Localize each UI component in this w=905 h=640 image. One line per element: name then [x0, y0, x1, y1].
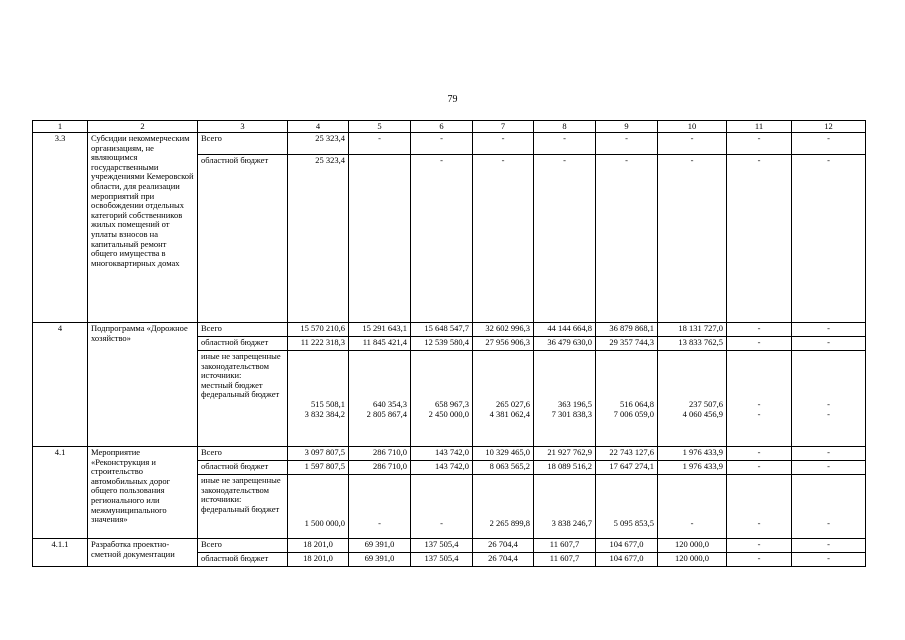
column-header: 7 — [473, 121, 534, 133]
row-name: Разработка проектно-сметной документации — [88, 539, 198, 567]
local-value: 640 354,3 — [373, 399, 407, 409]
table-row — [33, 133, 866, 155]
value-cell: 120 000,0 — [658, 553, 727, 567]
value-cell: - — [792, 323, 866, 337]
value-cell: - — [792, 447, 866, 461]
federal-value: 2 450 000,0 — [428, 408, 469, 419]
value-cell — [349, 475, 411, 539]
value-cell: 8 063 565,2 — [473, 461, 534, 475]
budget-table — [32, 120, 866, 567]
federal-value: - — [827, 408, 830, 419]
local-value: 658 967,3 — [435, 399, 469, 409]
federal-value: 1 500 000,0 — [304, 518, 345, 528]
value-cell: - — [411, 133, 473, 155]
value-cell — [473, 351, 534, 447]
value-cell — [596, 351, 658, 447]
column-header: 2 — [88, 121, 198, 133]
table-row — [33, 323, 866, 337]
federal-value: - — [757, 518, 761, 528]
row-code: 4.1 — [33, 447, 88, 539]
value-cell: 32 602 996,3 — [473, 323, 534, 337]
value-cell — [473, 475, 534, 539]
value-cell: 286 710,0 — [349, 447, 411, 461]
value-cell: 137 505,4 — [411, 553, 473, 567]
value-cell: 21 927 762,9 — [534, 447, 596, 461]
column-header: 4 — [288, 121, 349, 133]
source-cell: областной бюджет — [198, 461, 288, 475]
value-cell — [288, 475, 349, 539]
column-header: 9 — [596, 121, 658, 133]
row-name: Подпрограмма «Дорожное хозяйство» — [88, 323, 198, 447]
value-cell: 26 704,4 — [473, 539, 534, 553]
local-value: - — [827, 399, 830, 409]
value-cell: 22 743 127,6 — [596, 447, 658, 461]
value-cell: 29 357 744,3 — [596, 337, 658, 351]
source-cell: областной бюджет — [198, 337, 288, 351]
federal-value: - — [378, 518, 381, 528]
value-cell: - — [792, 539, 866, 553]
value-cell: 36 479 630,0 — [534, 337, 596, 351]
federal-budget-label: федеральный бюджет — [201, 389, 280, 400]
value-cell: 17 647 274,1 — [596, 461, 658, 475]
value-cell: 1 976 433,9 — [658, 447, 727, 461]
value-cell — [658, 351, 727, 447]
page-number: 79 — [447, 94, 458, 105]
value-cell: 18 201,0 — [288, 539, 349, 553]
value-cell: - — [792, 155, 866, 323]
value-cell: - — [596, 155, 658, 323]
table-header-row — [33, 121, 866, 133]
value-cell: 25 323,4 — [288, 133, 349, 155]
value-cell — [792, 475, 866, 539]
value-cell: 104 677,0 — [596, 553, 658, 567]
source-cell: Всего — [198, 133, 288, 155]
federal-value: 3 832 384,2 — [304, 408, 345, 419]
local-value: 515 508,1 — [311, 399, 345, 409]
value-cell: - — [349, 133, 411, 155]
federal-value: 7 006 059,0 — [613, 408, 654, 419]
value-cell — [349, 155, 411, 323]
local-budget-label: местный бюджет — [201, 379, 263, 390]
value-cell: 18 201,0 — [288, 553, 349, 567]
federal-value: 4 381 062,4 — [489, 408, 530, 419]
value-cell: - — [792, 553, 866, 567]
source-cell: областной бюджет — [198, 155, 288, 323]
value-cell: 69 391,0 — [349, 539, 411, 553]
value-cell — [658, 475, 727, 539]
value-cell: 27 956 906,3 — [473, 337, 534, 351]
value-cell: - — [658, 133, 727, 155]
value-cell: - — [727, 155, 792, 323]
value-cell: 143 742,0 — [411, 461, 473, 475]
other-sources-label: иные не запрещенные законодательством источники: — [201, 475, 281, 505]
source-cell — [198, 351, 288, 447]
value-cell: 26 704,4 — [473, 553, 534, 567]
federal-value: 2 805 867,4 — [366, 408, 407, 419]
column-header: 10 — [658, 121, 727, 133]
value-cell: 25 323,4 — [288, 155, 349, 323]
value-cell: 11 607,7 — [534, 553, 596, 567]
federal-value: 5 095 853,5 — [613, 518, 654, 528]
row-code: 4.1.1 — [33, 539, 88, 567]
column-header: 6 — [411, 121, 473, 133]
federal-value: 4 060 456,9 — [682, 408, 723, 419]
value-cell: 69 391,0 — [349, 553, 411, 567]
table-row — [33, 539, 866, 553]
table-row — [33, 447, 866, 461]
value-cell: 286 710,0 — [349, 461, 411, 475]
value-cell: 3 097 807,5 — [288, 447, 349, 461]
value-cell: - — [473, 155, 534, 323]
source-cell — [198, 475, 288, 539]
source-cell: Всего — [198, 539, 288, 553]
row-name: Мероприятие «Реконструкция и строительство автомобильных дорог общего пользования регионального или межмуниципального значения» — [88, 447, 198, 539]
value-cell — [727, 475, 792, 539]
federal-value: - — [757, 408, 761, 419]
value-cell: - — [534, 133, 596, 155]
value-cell: 18 131 727,0 — [658, 323, 727, 337]
value-cell: 120 000,0 — [658, 539, 727, 553]
value-cell — [411, 475, 473, 539]
value-cell — [534, 475, 596, 539]
value-cell — [596, 475, 658, 539]
value-cell: 12 539 580,4 — [411, 337, 473, 351]
value-cell: 137 505,4 — [411, 539, 473, 553]
value-cell — [727, 351, 792, 447]
value-cell: 18 089 516,2 — [534, 461, 596, 475]
value-cell: 15 570 210,6 — [288, 323, 349, 337]
value-cell: - — [727, 461, 792, 475]
value-cell: 13 833 762,5 — [658, 337, 727, 351]
value-cell: - — [727, 133, 792, 155]
value-cell: 11 222 318,3 — [288, 337, 349, 351]
value-cell: 10 329 465,0 — [473, 447, 534, 461]
value-cell — [411, 351, 473, 447]
value-cell — [792, 351, 866, 447]
source-cell: Всего — [198, 323, 288, 337]
federal-budget-label: федеральный бюджет — [201, 503, 280, 514]
local-value: 363 196,5 — [558, 399, 592, 409]
value-cell: 15 291 643,1 — [349, 323, 411, 337]
federal-value: - — [690, 518, 694, 528]
value-cell: - — [792, 133, 866, 155]
value-cell: - — [596, 133, 658, 155]
value-cell: - — [727, 323, 792, 337]
value-cell — [534, 351, 596, 447]
column-header: 11 — [727, 121, 792, 133]
row-code: 4 — [33, 323, 88, 447]
column-header: 1 — [33, 121, 88, 133]
local-value: 516 064,8 — [620, 399, 654, 409]
local-value: - — [757, 399, 761, 409]
local-value: 265 027,6 — [496, 399, 530, 409]
value-cell: 36 879 868,1 — [596, 323, 658, 337]
value-cell: 15 648 547,7 — [411, 323, 473, 337]
value-cell — [288, 351, 349, 447]
value-cell: - — [727, 539, 792, 553]
value-cell: 11 607,7 — [534, 539, 596, 553]
value-cell: 1 597 807,5 — [288, 461, 349, 475]
federal-value: 7 301 838,3 — [551, 408, 592, 419]
source-cell: областной бюджет — [198, 553, 288, 567]
source-cell: Всего — [198, 447, 288, 461]
value-cell: - — [473, 133, 534, 155]
column-header: 5 — [349, 121, 411, 133]
value-cell: - — [792, 461, 866, 475]
value-cell: 143 742,0 — [411, 447, 473, 461]
row-code: 3.3 — [33, 133, 88, 323]
column-header: 12 — [792, 121, 866, 133]
value-cell: - — [411, 155, 473, 323]
value-cell: - — [727, 337, 792, 351]
value-cell: - — [658, 155, 727, 323]
value-cell: 44 144 664,8 — [534, 323, 596, 337]
row-name: Субсидии некоммерческим организациям, не являющимся государственными учреждениями Кемеровской области, для реализации мероприятий при освобождении отдельных категорий собственников жилых помещений от уплаты взносов на капитальный ремонт общего имущества в многоквартирных домах — [88, 133, 198, 323]
value-cell: - — [727, 447, 792, 461]
federal-value: 2 265 899,8 — [489, 518, 530, 528]
federal-value: - — [827, 518, 830, 528]
value-cell: 11 845 421,4 — [349, 337, 411, 351]
column-header: 8 — [534, 121, 596, 133]
value-cell: - — [727, 553, 792, 567]
value-cell — [349, 351, 411, 447]
local-value: 237 507,6 — [689, 399, 723, 409]
value-cell: - — [792, 337, 866, 351]
federal-value: - — [440, 518, 443, 528]
column-header: 3 — [198, 121, 288, 133]
value-cell: 1 976 433,9 — [658, 461, 727, 475]
value-cell: 104 677,0 — [596, 539, 658, 553]
federal-value: 3 838 246,7 — [551, 518, 592, 528]
value-cell: - — [534, 155, 596, 323]
other-sources-label: иные не запрещенные законодательством источники: — [201, 351, 281, 381]
